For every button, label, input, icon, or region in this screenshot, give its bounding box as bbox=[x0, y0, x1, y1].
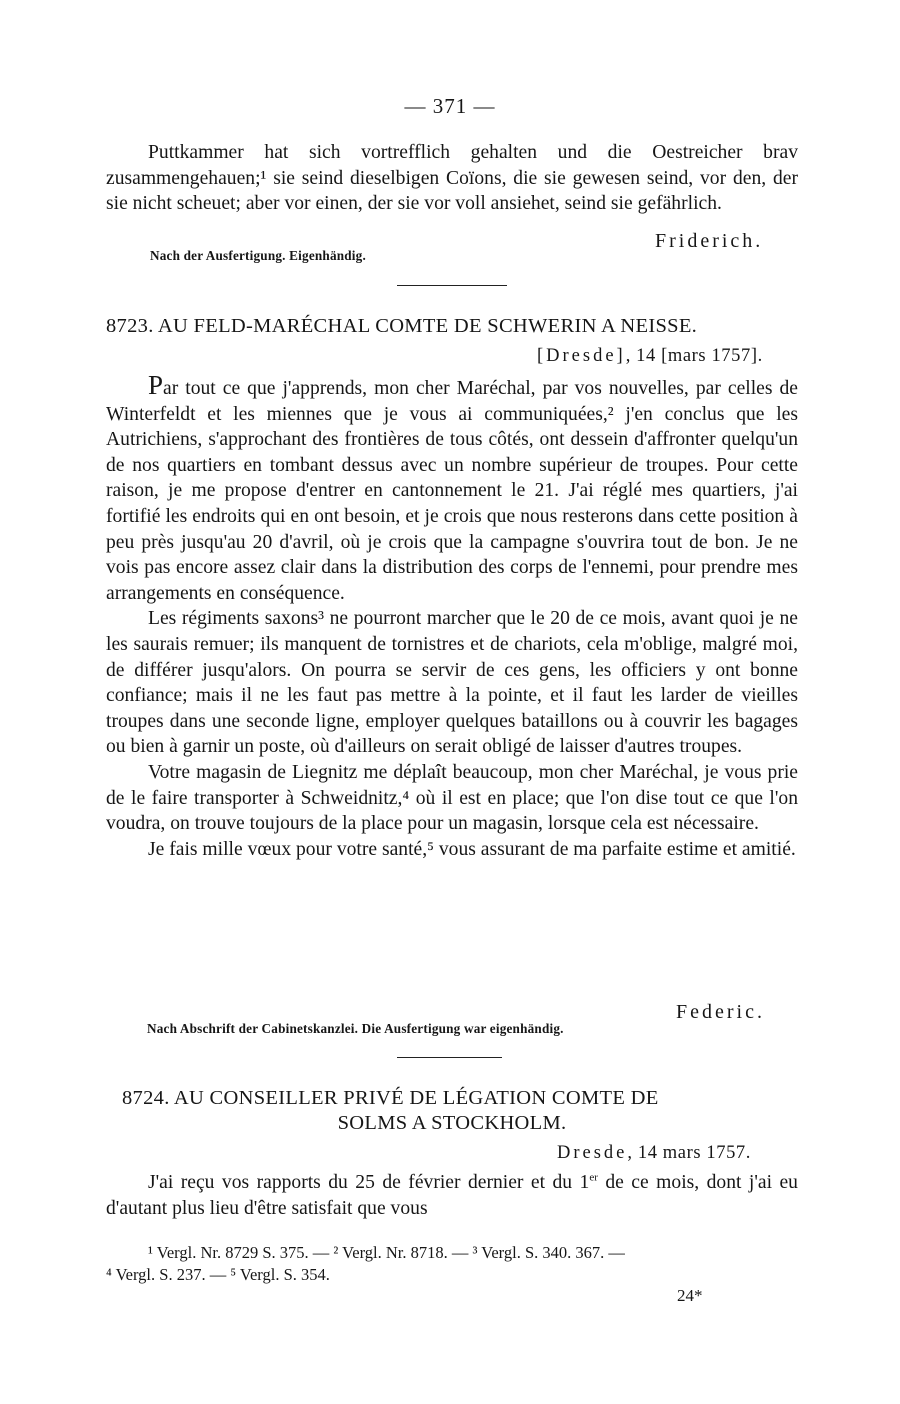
date-text: , 14 mars 1757. bbox=[627, 1143, 751, 1163]
sheet-signature: 24* bbox=[677, 1286, 703, 1305]
prev-letter-closing-paragraph bbox=[106, 140, 798, 217]
heading-line-2: SOLMS A STOCKHOLM. bbox=[337, 1112, 567, 1134]
section-divider bbox=[397, 1057, 502, 1058]
signature-federic: Federic. bbox=[676, 1001, 765, 1023]
letter-body-8724 bbox=[106, 1170, 798, 1221]
paragraph-4: Je fais mille vœux pour votre santé,⁵ vous assurant de ma parfaite estime et amitié. bbox=[148, 838, 796, 860]
footnote-line-2: ⁴ Vergl. S. 237. — ⁵ Vergl. S. 354. bbox=[106, 1265, 330, 1284]
dateline-8724 bbox=[557, 1143, 751, 1164]
signature-friderich: Friderich. bbox=[655, 230, 764, 252]
date-place: Dresde bbox=[557, 1143, 628, 1163]
footnotes bbox=[106, 1242, 798, 1286]
source-note: Nach Abschrift der Cabinetskanzlei. Die Ausfertigung war eigenhändig. bbox=[147, 1021, 564, 1036]
paragraph-1-text-end: de ce mois, dont j'ai eu d'autant plus lieu d'être satisfait que vous bbox=[106, 1172, 798, 1219]
letter-heading-8723 bbox=[106, 314, 798, 339]
dateline-8723 bbox=[537, 346, 763, 367]
source-note: Nach der Ausfertigung. Eigenhändig. bbox=[150, 248, 366, 263]
letter-body-8723 bbox=[106, 370, 798, 862]
paragraph-1 bbox=[106, 370, 798, 606]
superscript: er bbox=[589, 1171, 598, 1184]
paragraph: Puttkammer hat sich vortrefflich gehalten und die Oestreicher brav zusammengehauen;¹ sie seind dieselbigen Coïons, die sie gewesen seind, vor den, der sie nicht scheuet; aber vor einen, der sie vor voll ansiehet, seind sie gefährlich. bbox=[106, 142, 798, 215]
initial-letter: P bbox=[148, 370, 164, 400]
section-divider bbox=[397, 285, 507, 286]
heading-text: 8723. AU FELD-MARÉCHAL COMTE DE SCHWERIN A NEISSE. bbox=[106, 315, 698, 337]
paragraph-1-text: J'ai reçu vos rapports du 25 de février dernier et du 1 bbox=[148, 1172, 590, 1193]
heading-line-1: 8724. AU CONSEILLER PRIVÉ DE LÉGATION COMTE DE bbox=[122, 1087, 659, 1109]
paragraph-1 bbox=[106, 1170, 798, 1221]
footnote-line-1: ¹ Vergl. Nr. 8729 S. 375. — ² Vergl. Nr. 8718. — ³ Vergl. S. 340. 367. — bbox=[148, 1243, 625, 1262]
page-number: — 371 — bbox=[404, 94, 496, 118]
letter-heading-8724 bbox=[106, 1086, 798, 1136]
date-place: [Dresde] bbox=[537, 346, 626, 366]
paragraph-3: Votre magasin de Liegnitz me déplaît beaucoup, mon cher Maréchal, je vous prie de le faire transporter à Schweidnitz,⁴ où il est en place; que l'on dise tout ce que l'on voudra, on trouve toujours de la place pour un magasin, lorsque cela est nécessaire. bbox=[106, 761, 798, 835]
paragraph-1-text: ar tout ce que j'apprends, mon cher Maréchal, par vos nouvelles, par celles de Winterfeldt et les miennes que je vous ai communiquées,² j'en conclus que les Autrichiens, s'approchant des frontières de tous côtés, ont dessein d'affronter quelqu'un de nos quartiers en tombant dessus avec un nombre supérieur de troupes. Pour cette raison, je me propose d'entrer en cantonnement le 21. J'ai réglé mes quartiers, j'ai fortifié les endroits qui en ont besoin, et je crois que nous resterons dans cette position à peu près jusqu'au 20 d'avril, où je crois que la campagne s'ouvrira tout de bon. Je ne vois pas encore assez clair dans la distribution des corps de l'ennemi, pour prendre mes arrangements en conséquence. bbox=[106, 378, 798, 604]
date-text: , 14 [mars 1757]. bbox=[625, 346, 763, 366]
paragraph-2: Les régiments saxons³ ne pourront marcher que le 20 de ce mois, avant quoi je ne les saurais remuer; ils manquent de tornistres et de chariots, cela m'oblige, malgré moi, de différer jusqu'alors. On pourra se servir de ces gens, les officiers y ont bonne confiance; mais il ne les faut pas mettre à la pointe, et il faut les larder de vieilles troupes dans une seconde ligne, employer quelques bataillons ou à couvrir les bagages ou bien à garnir un poste, où d'ailleurs on serait obligé de laisser d'autres troupes. bbox=[106, 608, 798, 758]
